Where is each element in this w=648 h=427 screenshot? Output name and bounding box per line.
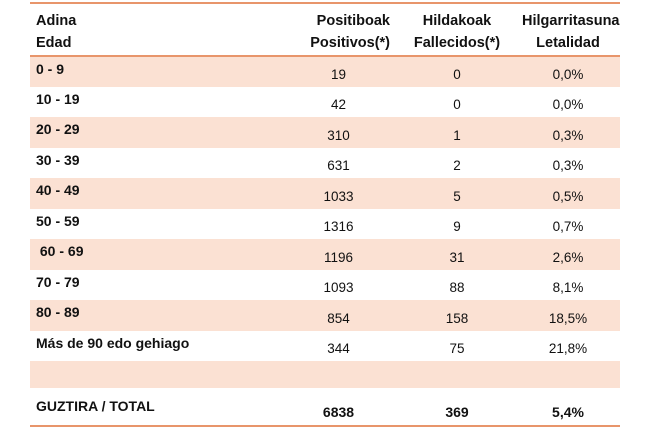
positives-cell: 1316 [323,219,354,235]
lethality-cell: 0,3% [552,158,584,174]
deaths-cell: 9 [453,219,461,235]
age-column-header [30,3,245,56]
positives-cell: 1033 [323,188,354,204]
table-row [30,239,620,270]
lethality-cell: 0,7% [552,219,584,235]
lethality-cell: 0,0% [552,67,584,83]
deaths-cell: 0 [453,97,461,113]
lethality-cell: 0,5% [552,188,584,204]
deaths-header-spanish: Fallecidos(*) [413,35,501,51]
deaths-cell: 88 [449,280,465,296]
positives-header-basque: Positiboak [316,13,390,29]
positives-cell: 631 [327,158,350,174]
lethality-column-header [516,3,620,56]
age-cell: 10 - 19 [36,90,80,107]
lethality-cell: 8,1% [552,280,584,296]
deaths-cell: 5 [453,188,461,204]
table-row [30,270,620,301]
age-cell: 0 - 9 [36,61,65,77]
table-row [30,300,620,331]
positives-cell: 1093 [323,280,354,296]
age-header-spanish: Edad [36,35,72,51]
age-cell: 60 - 69 [36,243,84,259]
lethality-cell: 18,5% [548,310,588,326]
deaths-cell: 158 [445,310,469,326]
age-cell: 20 - 29 [36,121,80,137]
age-header-basque: Adina [36,13,77,29]
positives-cell: 854 [327,310,350,326]
positives-cell: 1196 [323,249,354,265]
table-header-row [30,3,620,56]
total-row [30,394,620,426]
total-lethality: 5,4% [552,403,584,420]
empty-band-row [30,361,620,388]
age-cell: 70 - 79 [36,273,80,290]
deaths-cell: 1 [453,127,461,143]
lethality-cell: 0,3% [552,127,584,143]
age-cell: Más de 90 edo gehiago [36,334,190,351]
lethality-header-spanish: Letalidad [536,35,600,51]
deaths-cell: 2 [453,158,461,174]
table-row [30,87,620,118]
deaths-cell: 0 [453,67,461,83]
positives-cell: 19 [330,67,347,83]
table-row [30,117,620,148]
lethality-cell: 0,0% [552,97,584,113]
positives-cell: 310 [327,127,350,143]
positives-header-spanish: Positivos(*) [310,35,390,51]
total-label: GUZTIRA / TOTAL [36,398,155,414]
positives-cell: 42 [330,97,347,113]
positives-cell: 344 [327,341,350,357]
covid-age-table [30,2,620,427]
deaths-header-basque: Hildakoak [422,13,492,29]
lethality-cell: 21,8% [548,341,588,357]
lethality-cell: 2,6% [552,249,584,265]
table-row [30,178,620,209]
deaths-cell: 75 [449,341,465,357]
age-cell: 80 - 89 [36,304,80,320]
age-cell: 40 - 49 [36,182,80,198]
deaths-column-header [398,3,516,56]
total-deaths: 369 [445,403,469,420]
table-row [30,56,620,87]
positives-column-header [245,3,398,56]
table-row [30,148,620,179]
total-positives: 6838 [322,403,355,420]
age-cell: 30 - 39 [36,151,80,168]
age-cell: 50 - 59 [36,212,80,229]
table-row [30,331,620,362]
lethality-header-basque: Hilgarritasuna [522,13,620,29]
covid-age-table-container [30,2,620,427]
deaths-cell: 31 [449,249,465,265]
table-row [30,209,620,240]
